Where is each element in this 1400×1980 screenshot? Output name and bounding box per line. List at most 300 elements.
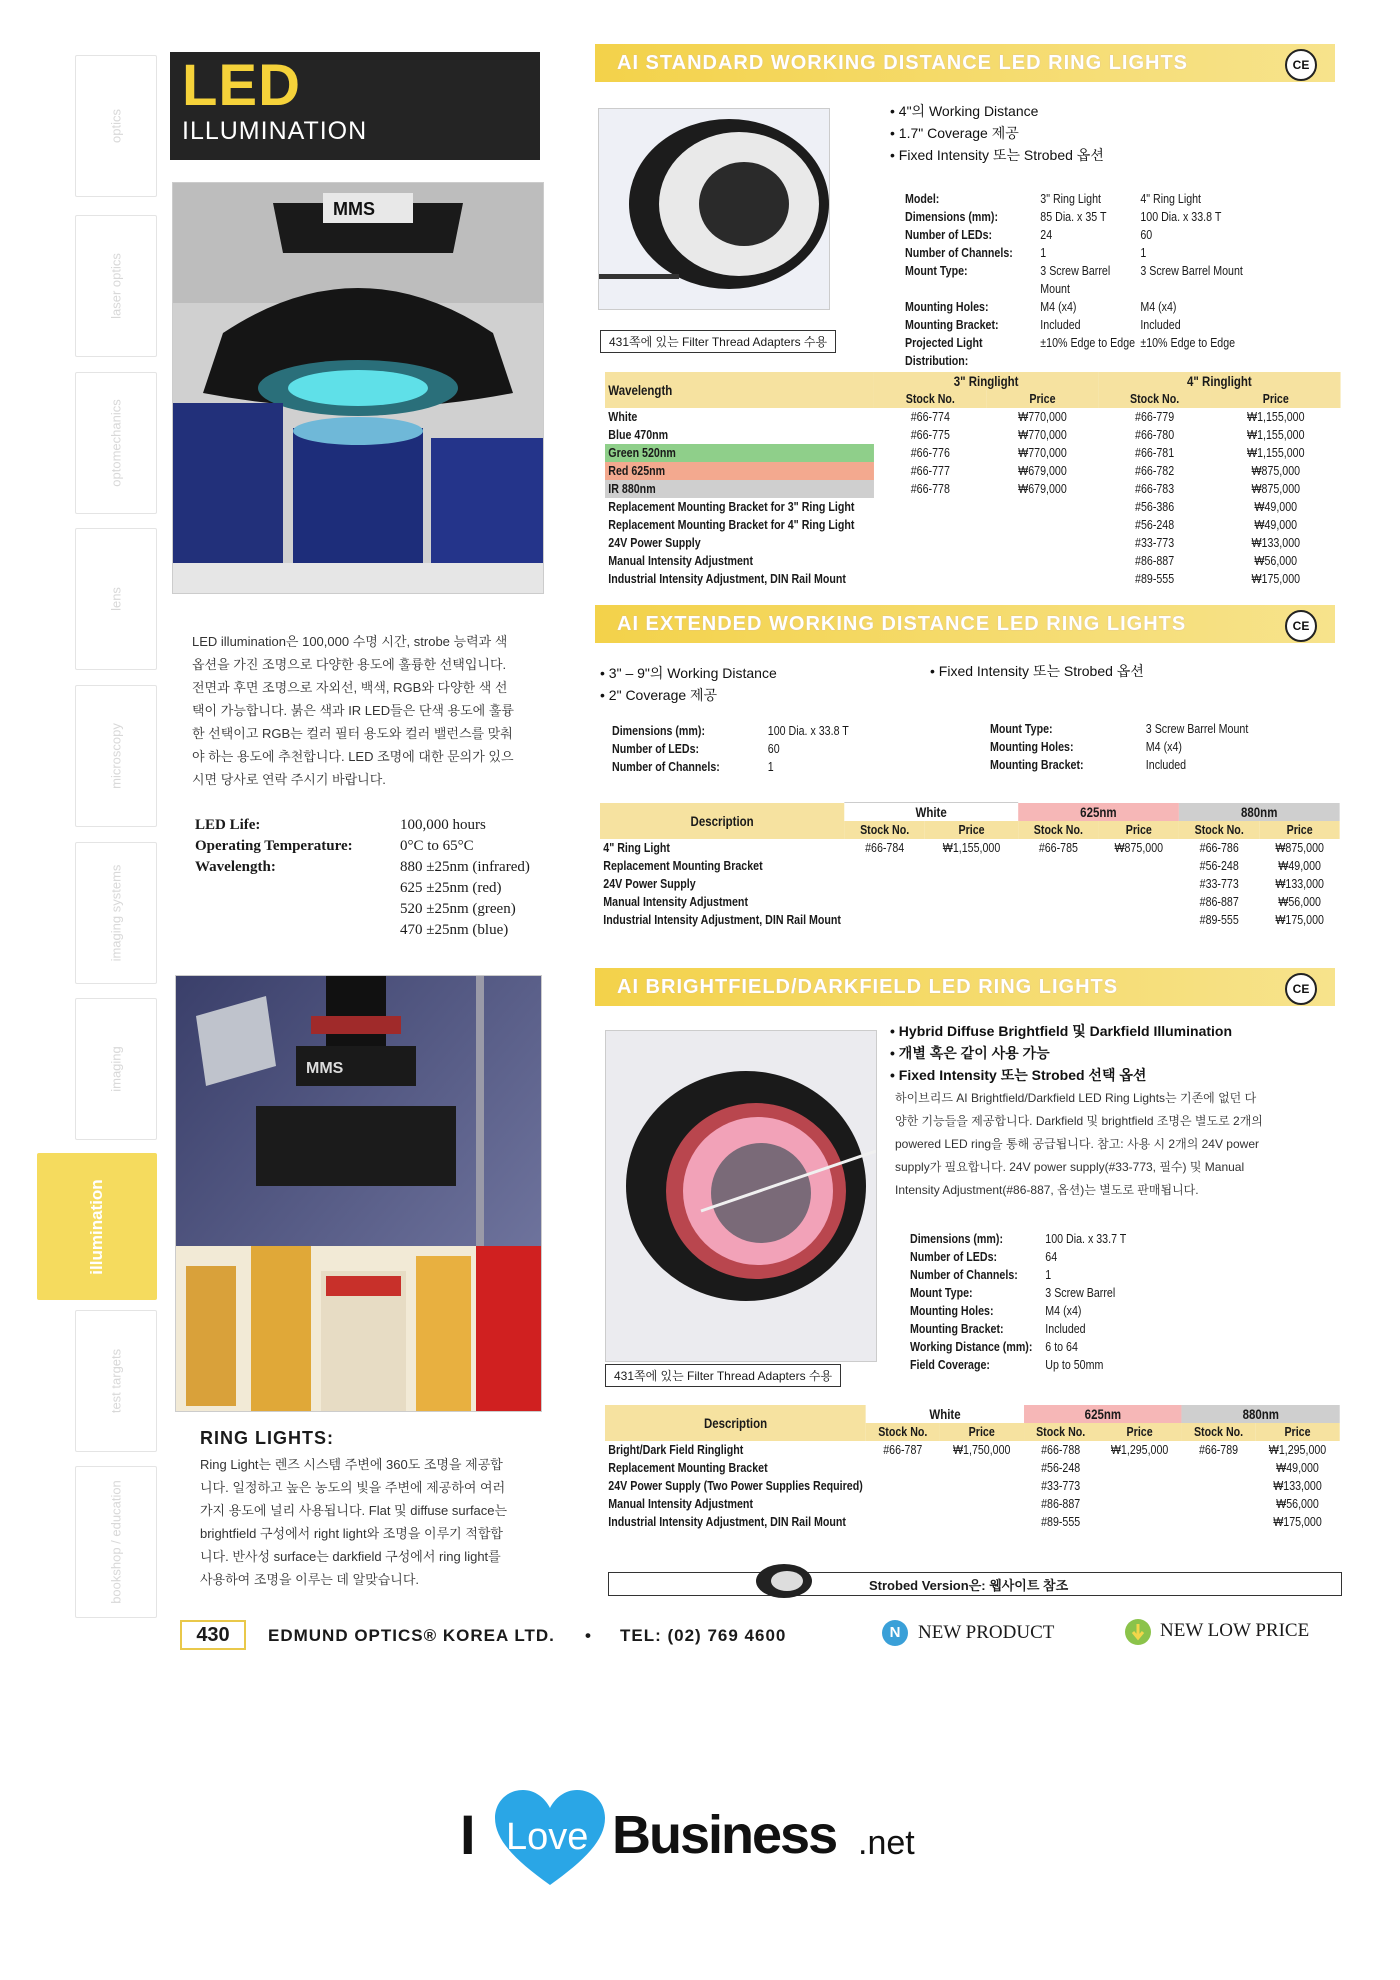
- tab-microscopy[interactable]: [75, 685, 157, 827]
- spec-key: Mounting Holes:: [990, 739, 1074, 754]
- s3-price-table: [605, 1405, 1340, 1531]
- stock-no: #33-773: [1199, 876, 1239, 891]
- stock-no: #66-781: [1135, 445, 1175, 460]
- logo-business: Business: [612, 1805, 837, 1865]
- spec-row: [905, 244, 1331, 262]
- stock-no: #66-782: [1135, 463, 1175, 478]
- table-row: [600, 839, 1340, 857]
- ring-lights-text: [200, 1453, 570, 1591]
- spec-value: 60: [1140, 227, 1153, 242]
- spec-value: 1: [767, 759, 774, 774]
- ce-mark-icon: CE: [1285, 49, 1317, 81]
- tab-bookshop[interactable]: [75, 1466, 157, 1618]
- temp-label: Operating Temperature:: [195, 838, 353, 854]
- spec-value: Included: [1145, 757, 1187, 772]
- tab-optomechanics[interactable]: [75, 372, 157, 514]
- stock-no: [1018, 893, 1099, 911]
- intro-line: 야 하는 용도에 추천합니다. LED 조명에 대한 문의가 있으: [192, 749, 514, 764]
- stock-no: #66-786: [1199, 840, 1239, 855]
- stock-no: #66-787: [883, 1442, 923, 1457]
- price: ₩56,000: [1278, 894, 1321, 909]
- spec-value: ±10% Edge to Edge: [1140, 335, 1236, 350]
- price: ₩770,000: [1018, 445, 1067, 460]
- row-name: 24V Power Supply (Two Power Supplies Required): [608, 1478, 863, 1493]
- spec-row: [905, 226, 1331, 244]
- col-3in: 3" Ringlight: [874, 372, 1098, 390]
- stock-no: #86-887: [1135, 553, 1175, 568]
- row-name: Replacement Mounting Bracket: [608, 1460, 768, 1475]
- row-name: Replacement Mounting Bracket for 3" Ring Light: [608, 499, 855, 514]
- table-row: [605, 480, 1341, 498]
- stock-no: #56-386: [1135, 499, 1175, 514]
- intro-line: 옵션을 가진 조명으로 다양한 용도에 훌륭한 선택입니다.: [192, 657, 507, 672]
- spec-key: Dimensions (mm):: [910, 1231, 1003, 1246]
- table-row: [600, 875, 1340, 893]
- stock-no: #56-248: [1041, 1460, 1081, 1475]
- ring-lights-line: 사용하여 조명을 이루는 데 알맞습니다.: [200, 1572, 419, 1587]
- s3-bullet: • Fixed Intensity 또는 Strobed 선택 옵션: [890, 1064, 1340, 1086]
- s1-spec-table: [905, 190, 1400, 370]
- tab-test-targets[interactable]: [75, 1310, 157, 1452]
- col-stock: Stock No.: [1018, 821, 1099, 839]
- spec-row: [612, 740, 924, 758]
- life-label: LED Life:: [195, 817, 261, 833]
- spec-row: [905, 334, 1331, 370]
- section-title-extended: AI EXTENDED WORKING DISTANCE LED RING LIGHTS: [617, 613, 1187, 635]
- spec-value: 1: [1140, 245, 1147, 260]
- col-stock: Stock No.: [1179, 821, 1260, 839]
- price: ₩49,000: [1276, 1460, 1319, 1475]
- stock-no: [874, 498, 987, 516]
- price: ₩1,155,000: [1247, 427, 1305, 442]
- spec-row: [905, 316, 1331, 334]
- logo-net: .net: [858, 1824, 915, 1862]
- row-name: Manual Intensity Adjustment: [603, 894, 748, 909]
- stock-no: #66-783: [1135, 481, 1175, 496]
- stock-no: [1018, 857, 1099, 875]
- spec-value: Up to 50mm: [1045, 1357, 1104, 1372]
- table-row: [605, 1513, 1340, 1531]
- s3-bullets: [890, 1020, 1340, 1086]
- spec-key: Dimensions (mm):: [612, 723, 705, 738]
- page-number: 430: [180, 1620, 246, 1650]
- col-stock: Stock No.: [874, 390, 987, 408]
- spec-key: Mounting Bracket:: [990, 757, 1084, 772]
- stock-no: [844, 857, 925, 875]
- row-name: Industrial Intensity Adjustment, DIN Rail Mount: [608, 571, 846, 586]
- row-name: White: [608, 409, 638, 424]
- price: ₩175,000: [1251, 571, 1301, 586]
- intro-line: 한 선택이고 RGB는 컬러 필터 용도와 컬러 밸런스를 맞춰: [192, 726, 513, 741]
- table-row: [605, 498, 1341, 516]
- stock-no: #66-776: [910, 445, 950, 460]
- col-625nm: 625nm: [1018, 803, 1179, 822]
- tab-laser-optics[interactable]: [75, 215, 157, 357]
- intro-line: 전면과 후면 조명으로 자외선, 백색, RGB와 다양한 색 선: [192, 680, 508, 695]
- empty-cell: [1182, 1477, 1255, 1495]
- spec-key: Dimensions (mm):: [905, 209, 998, 224]
- price: ₩49,000: [1254, 517, 1298, 532]
- empty-cell: [1182, 1495, 1255, 1513]
- row-name: IR 880nm: [605, 480, 874, 498]
- led-photo-cans: [172, 182, 544, 594]
- stock-no: #66-784: [865, 840, 905, 855]
- spec-row: [905, 298, 1331, 316]
- stock-no: [1018, 911, 1099, 929]
- col-price: Price: [1255, 1423, 1339, 1441]
- spec-row: [910, 1320, 1238, 1338]
- wavelength-value: 880 ±25nm (infrared): [400, 859, 530, 875]
- price: [1099, 911, 1179, 929]
- ce-mark-icon: CE: [1285, 610, 1317, 642]
- spec-key: Number of LEDs:: [612, 741, 700, 756]
- s1-bullet: • 1.7" Coverage 제공: [890, 122, 1340, 144]
- table-row: [605, 462, 1341, 480]
- empty-cell: [1097, 1513, 1181, 1531]
- price: ₩875,000: [1275, 840, 1324, 855]
- spec-row: [905, 190, 1331, 208]
- tab-label: microscopy: [108, 723, 124, 789]
- s2-price-table: [600, 802, 1340, 929]
- stock-no: #86-887: [1199, 894, 1239, 909]
- col-price: Price: [940, 1423, 1024, 1441]
- table-row: [605, 426, 1341, 444]
- strobed-ring-icon: [749, 1561, 819, 1601]
- spec-key: Working Distance (mm):: [910, 1339, 1033, 1354]
- col-stock: Stock No.: [1024, 1423, 1097, 1441]
- spec-row: [990, 720, 1302, 738]
- spec-row: [910, 1338, 1238, 1356]
- stock-no: [844, 893, 925, 911]
- tab-label: laser optics: [108, 253, 124, 319]
- table-row: [605, 1477, 1340, 1495]
- stock-no: #66-789: [1198, 1442, 1239, 1457]
- spec-row: [910, 1230, 1238, 1248]
- spec-value: 1: [1040, 245, 1047, 260]
- spec-value: 64: [1045, 1249, 1058, 1264]
- price: ₩1,155,000: [942, 840, 1001, 855]
- ring-lights-line: brightfield 구성에서 right light와 조명을 이루기 적합합: [200, 1526, 503, 1541]
- price: ₩56,000: [1276, 1496, 1319, 1511]
- wavelength-label: Wavelength:: [195, 859, 276, 875]
- price: [925, 875, 1018, 893]
- row-name: Industrial Intensity Adjustment, DIN Rail Mount: [608, 1514, 846, 1529]
- s2-bullet: • 2" Coverage 제공: [600, 684, 930, 706]
- table-row: [600, 893, 1340, 911]
- col-4in: 4" Ringlight: [1098, 372, 1340, 390]
- ring-light-photo-standard: [598, 108, 830, 310]
- s2-bullet: • 3" – 9"의 Working Distance: [600, 662, 930, 684]
- section-bar-extended: [595, 605, 1335, 643]
- spec-key: Mounting Bracket:: [905, 317, 999, 332]
- stock-no: #66-777: [910, 463, 950, 478]
- spec-row: [910, 1266, 1238, 1284]
- table-row: [605, 1441, 1340, 1459]
- ring-lights-heading: RING LIGHTS:: [200, 1428, 334, 1448]
- stock-no: #66-779: [1135, 409, 1175, 424]
- ring-light-photo-brightfield: [605, 1030, 877, 1362]
- spec-key: Number of Channels:: [905, 245, 1013, 260]
- price: ₩770,000: [1018, 427, 1067, 442]
- row-name: Manual Intensity Adjustment: [608, 1496, 753, 1511]
- filter-thread-label: 431쪽에 있는 Filter Thread Adapters 수용: [600, 330, 836, 353]
- spec-value: 60: [767, 741, 780, 756]
- row-name: Industrial Intensity Adjustment, DIN Rail Mount: [603, 912, 841, 927]
- spec-row: [990, 738, 1302, 756]
- spec-value: ±10% Edge to Edge: [1040, 335, 1136, 350]
- empty-cell: [940, 1513, 1024, 1531]
- intro-line: 택이 가능합니다. 붉은 색과 IR LED들은 단색 용도에 훌륭: [192, 703, 514, 718]
- price: [925, 893, 1018, 911]
- col-stock: Stock No.: [1098, 390, 1211, 408]
- new-product-icon: N: [882, 1620, 908, 1646]
- col-stock: Stock No.: [1182, 1423, 1255, 1441]
- new-low-price-label: NEW LOW PRICE: [1160, 1620, 1310, 1641]
- spec-value: 3 Screw Barrel Mount: [1145, 721, 1249, 736]
- s3-bullet: • 개별 혹은 같이 사용 가능: [890, 1042, 1340, 1064]
- ring-lights-line: Ring Light는 렌즈 시스템 주변에 360도 조명을 제공합: [200, 1457, 503, 1472]
- price: ₩175,000: [1273, 1514, 1322, 1529]
- price: ₩770,000: [1018, 409, 1067, 424]
- price: ₩133,000: [1273, 1478, 1322, 1493]
- page-title: LED: [182, 53, 301, 118]
- s2-specs-right: [990, 720, 1370, 774]
- price: ₩49,000: [1278, 858, 1321, 873]
- spec-value: 4" Ring Light: [1140, 191, 1202, 206]
- spec-value: Included: [1045, 1321, 1086, 1336]
- spec-key: Mount Type:: [910, 1285, 973, 1300]
- price: ₩1,155,000: [1247, 445, 1305, 460]
- price: ₩875,000: [1114, 840, 1164, 855]
- price: ₩1,155,000: [1247, 409, 1305, 424]
- col-price: Price: [925, 821, 1018, 839]
- spec-value: 1: [1045, 1267, 1052, 1282]
- tab-label: lens: [108, 587, 124, 611]
- spec-row: [905, 262, 1331, 298]
- tab-lens[interactable]: [75, 528, 157, 670]
- spec-value: 3 Screw Barrel: [1045, 1285, 1116, 1300]
- price: [925, 857, 1018, 875]
- spec-row: [612, 758, 924, 776]
- s3-desc-line: 양한 기능들을 제공합니다. Darkfield 및 brightfield 조명은 별도로 2개의: [895, 1114, 1263, 1128]
- tab-imaging[interactable]: [75, 998, 157, 1140]
- tab-label: imaging systems: [108, 864, 124, 962]
- spec-key: Mounting Bracket:: [910, 1321, 1004, 1336]
- s1-price-table: [605, 372, 1340, 588]
- s3-description: [895, 1087, 1345, 1202]
- s2-bullets-right: [930, 660, 1330, 682]
- section-title-brightfield: AI BRIGHTFIELD/DARKFIELD LED RING LIGHTS: [617, 976, 1119, 998]
- spec-row: [910, 1302, 1238, 1320]
- row-name: 24V Power Supply: [603, 876, 696, 891]
- table-row: [605, 1459, 1340, 1477]
- spec-value: M4 (x4): [1140, 299, 1177, 314]
- empty-cell: [1097, 1495, 1181, 1513]
- tab-label: bookshop / education: [108, 1480, 124, 1604]
- spec-value: 85 Dia. x 35 T: [1040, 209, 1107, 224]
- stock-no: #66-775: [910, 427, 950, 442]
- spec-value: 100 Dia. x 33.8 T: [767, 723, 849, 738]
- stock-no: #89-555: [1135, 571, 1175, 586]
- table-row: [605, 570, 1341, 588]
- spec-value: 100 Dia. x 33.7 T: [1045, 1231, 1127, 1246]
- spec-key: Number of LEDs:: [910, 1249, 998, 1264]
- page-subtitle: ILLUMINATION: [182, 117, 368, 145]
- stock-no: [874, 534, 987, 552]
- s1-bullets: [890, 100, 1340, 166]
- price: [987, 534, 1099, 552]
- price: ₩175,000: [1275, 912, 1324, 927]
- table-row: [605, 552, 1341, 570]
- s3-bullet: • Hybrid Diffuse Brightfield 및 Darkfield Illumination: [890, 1020, 1340, 1042]
- s2-bullet: • Fixed Intensity 또는 Strobed 옵션: [930, 660, 1330, 682]
- table-row: [605, 534, 1341, 552]
- col-price: Price: [1260, 821, 1340, 839]
- price: ₩679,000: [1018, 481, 1067, 496]
- row-name: Blue 470nm: [608, 427, 669, 442]
- tab-illumination[interactable]: [37, 1153, 157, 1300]
- stock-no: #66-785: [1038, 840, 1078, 855]
- intro-text: [192, 630, 562, 791]
- empty-cell: [940, 1477, 1024, 1495]
- temp-value: 0°C to 65°C: [400, 838, 474, 854]
- ring-lights-line: 니다. 반사성 surface는 darkfield 구성에서 ring light를: [200, 1549, 501, 1564]
- price: [1099, 875, 1179, 893]
- table-row: [605, 516, 1341, 534]
- life-value: 100,000 hours: [400, 817, 486, 833]
- stock-no: #33-773: [1135, 535, 1175, 550]
- spec-key: Mounting Holes:: [905, 299, 989, 314]
- spec-key: Field Coverage:: [910, 1357, 990, 1372]
- table-row: [605, 1495, 1340, 1513]
- row-name: Bright/Dark Field Ringlight: [608, 1442, 744, 1457]
- col-description: Description: [600, 803, 844, 840]
- s2-specs-left: [612, 722, 992, 776]
- tab-optics[interactable]: [75, 55, 157, 197]
- stock-no: #89-555: [1041, 1514, 1081, 1529]
- new-product-label: NEW PRODUCT: [918, 1622, 1055, 1643]
- table-row: [605, 408, 1341, 426]
- col-stock: Stock No.: [844, 821, 925, 839]
- section-bar-brightfield: [595, 968, 1335, 1006]
- price: ₩56,000: [1254, 553, 1298, 568]
- col-price: Price: [987, 390, 1099, 408]
- tab-label: optics: [108, 109, 124, 143]
- footer-tel: TEL: (02) 769 4600: [620, 1626, 787, 1645]
- col-description: Description: [605, 1405, 866, 1441]
- stock-no: #66-780: [1135, 427, 1175, 442]
- row-name: Red 625nm: [605, 462, 874, 480]
- wavelength-value: 625 ±25nm (red): [400, 880, 502, 896]
- spec-value: M4 (x4): [1040, 299, 1077, 314]
- logo-i: I: [460, 1803, 476, 1866]
- price: ₩875,000: [1251, 463, 1301, 478]
- spec-key: Mount Type:: [905, 263, 968, 278]
- stock-no: #56-248: [1135, 517, 1175, 532]
- section-bar-standard: [595, 44, 1335, 82]
- row-name: Replacement Mounting Bracket for 4" Ring Light: [608, 517, 855, 532]
- empty-cell: [1097, 1459, 1181, 1477]
- col-price: Price: [1097, 1423, 1181, 1441]
- s1-bullet: • Fixed Intensity 또는 Strobed 옵션: [890, 144, 1340, 166]
- tab-label: optomechanics: [108, 399, 124, 487]
- s3-desc-line: supply가 필요합니다. 24V power supply(#33-773, 필수) 및 Manual: [895, 1160, 1245, 1174]
- table-row: [600, 857, 1340, 875]
- stock-no: #33-773: [1041, 1478, 1081, 1493]
- table-row: [600, 911, 1340, 929]
- price: [987, 498, 1099, 516]
- empty-cell: [1097, 1477, 1181, 1495]
- spec-row: [910, 1356, 1238, 1374]
- led-specs: [195, 815, 575, 941]
- spec-value: 3" Ring Light: [1040, 191, 1101, 206]
- stock-no: #89-555: [1199, 912, 1239, 927]
- col-price: Price: [1211, 390, 1341, 408]
- logo-love: Love: [506, 1816, 589, 1858]
- col-white: White: [844, 803, 1018, 822]
- col-625nm: 625nm: [1024, 1405, 1182, 1423]
- section-title-standard: AI STANDARD WORKING DISTANCE LED RING LIGHTS: [617, 52, 1189, 74]
- led-photo-bottles: [175, 975, 542, 1412]
- spec-row: [910, 1248, 1238, 1266]
- stock-no: #66-788: [1041, 1442, 1081, 1457]
- spec-key: Number of Channels:: [612, 759, 720, 774]
- price: ₩1,750,000: [952, 1442, 1011, 1457]
- s2-bullets-left: [600, 662, 930, 706]
- empty-cell: [866, 1495, 939, 1513]
- empty-cell: [940, 1495, 1024, 1513]
- spec-value: 6 to 64: [1045, 1339, 1078, 1354]
- s3-desc-line: 하이브리드 AI Brightfield/Darkfield LED Ring Lights는 기존에 없던 다: [895, 1091, 1257, 1105]
- stock-no: [874, 516, 987, 534]
- spec-row: [905, 208, 1331, 226]
- price: ₩133,000: [1275, 876, 1324, 891]
- price: ₩1,295,000: [1110, 1442, 1169, 1457]
- price: [1099, 893, 1179, 911]
- row-name: 24V Power Supply: [608, 535, 701, 550]
- tab-imaging-systems[interactable]: [75, 842, 157, 984]
- empty-cell: [1182, 1513, 1255, 1531]
- row-name: Replacement Mounting Bracket: [603, 858, 763, 873]
- stock-no: [844, 875, 925, 893]
- svg-text:MMS: MMS: [333, 199, 375, 219]
- intro-line: LED illumination은 100,000 수명 시간, strobe 능력과 색: [192, 634, 508, 649]
- price: ₩49,000: [1254, 499, 1298, 514]
- stock-no: #66-778: [910, 481, 950, 496]
- col-stock: Stock No.: [866, 1423, 939, 1441]
- spec-value: 3 Screw Barrel Mount: [1040, 263, 1111, 296]
- spec-row: [612, 722, 924, 740]
- strobed-note: Strobed Version은: 웹사이트 참조: [869, 1578, 1069, 1593]
- col-880nm: 880nm: [1179, 803, 1340, 822]
- strobed-note-box: [608, 1572, 1342, 1596]
- stock-no: [1018, 875, 1099, 893]
- spec-row: [990, 756, 1302, 774]
- filter-thread-label: 431쪽에 있는 Filter Thread Adapters 수용: [605, 1364, 841, 1387]
- price: ₩1,295,000: [1268, 1442, 1327, 1457]
- spec-key: Projected Light Distribution:: [905, 335, 983, 368]
- ring-lights-line: 가지 용도에 널리 사용됩니다. Flat 및 diffuse surface는: [200, 1503, 508, 1518]
- spec-value: M4 (x4): [1045, 1303, 1082, 1318]
- s3-desc-line: powered LED ring을 통해 공급됩니다. 참고: 사용 시 2개의 24V power: [895, 1137, 1259, 1151]
- price: [925, 911, 1018, 929]
- price: [987, 552, 1099, 570]
- wavelength-value: 470 ±25nm (blue): [400, 922, 509, 938]
- stock-no: #56-248: [1199, 858, 1239, 873]
- row-name: Manual Intensity Adjustment: [608, 553, 753, 568]
- tab-label: illumination: [87, 1178, 106, 1275]
- spec-key: Mount Type:: [990, 721, 1053, 736]
